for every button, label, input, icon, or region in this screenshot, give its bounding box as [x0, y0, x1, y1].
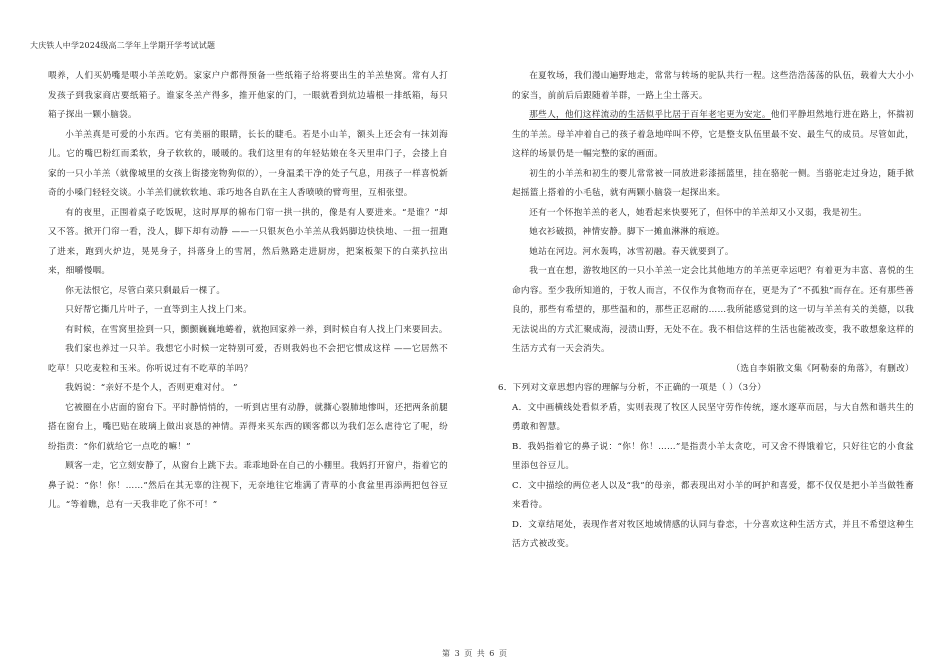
paragraph: 我一直在想，游牧地区的一只小羊羔一定会比其他地方的羊羔更幸运吧？有着更为丰富、喜悦的生命内容。至少我所知道的，于牧人而言，不仅作为食物而存在，更是为了“不孤独”而存在。还有那些善良的，那些有希望的，那些温和的，那些正忍耐的……我所能感觉到的这一切与羊羔有关的美德，以我无法说出的方式汇聚成海，浸渍山野，无处不在。我不相信这样的生活也能被改变，我不敢想象这样的生活方式有一天会消失。 — [512, 266, 914, 354]
paragraph: 初生的小羊羔和初生的婴儿常常被一同放进彩漆摇篮里，挂在骆驼一侧。当骆驼走过身边，随手掀起摇篮上搭着的小毛毡，就有两颗小脑袋一起探出来。 — [512, 168, 914, 198]
paragraph: 她站在河边。河水轰鸣，冰雪初融。春天就要到了。 — [529, 246, 734, 257]
underlined-sentence: 那些人，他们这样流动的生活似乎比居于百年老宅更为安定。 — [529, 110, 771, 120]
page-number: 第 3 页 共 6 页 — [442, 649, 508, 658]
question-stem: 6．下列对文章思想内容的理解与分析，不正确的一项是（ ）（3分） — [498, 383, 767, 393]
underlined-paragraph — [512, 106, 914, 165]
paragraph: 在夏牧场，我们漫山遍野地走，常常与转场的驼队共行一程。这些浩浩荡荡的队伍，载着大大小小的家当，前前后后跟随着羊群，一路上尘土落天。 — [512, 71, 914, 101]
source-citation: （选自李娟散文集《阿勒泰的角落》，有删改） — [731, 363, 914, 374]
paragraph: 她衣衫破损，神情安静。脚下一摊血淋淋的痕迹。 — [529, 227, 725, 237]
paragraph: 它被圈在小店面的窗台下。平时静悄悄的，一听到店里有动静，就撕心裂肺地惨叫，还把两条前腿搭在窗台上，嘴巴贴在玻璃上做出哀恳的神情。弄得来买东西的顾客都以为我们怎么虐待它了呢，纷纷指责：“你们就给它一点吃的嘛！” — [48, 402, 448, 452]
paragraph: 你无法恨它，尽管白菜只剩最后一棵了。 — [65, 285, 226, 296]
option-b: B．我妈指着它的鼻子说：“你！你！……”是指责小羊太贪吃，可又舍不得饿着它，只好往它的小食盆里添包谷豆儿。 — [512, 441, 914, 471]
paragraph-rest: 他们平静坦然地行进在路上，怀揣初生的羊羔。母羊冲着自己的孩子着急地咩叫不停，它是整支队伍里最不安、最生气的成员。尽管如此，这样的场景仍是一幅完整的家的画面。 — [512, 110, 914, 159]
paragraph: 我们家也养过一只羊。我想它小时候一定特别可爱，否则我妈也不会把它惯成这样 ——它居然不吃草！只吃麦粒和玉米。你听说过有不吃草的羊吗？ — [48, 344, 448, 374]
option-c: C．文中描绘的两位老人以及“我”的母亲，都表现出对小羊的呵护和喜爱，都不仅仅是把小羊当做牲畜来看待。 — [512, 480, 914, 510]
paragraph: 只好帮它撕几片叶子，一直等到主人找上门来。 — [65, 305, 252, 315]
paragraph: 小羊羔真是可爱的小东西。它有美丽的眼睛，长长的睫毛。若是小山羊，额头上还会有一抹刘海儿。它的嘴巴粉红而柔软，身子软软的，暖暖的。我们这里有的年轻姑娘在冬天里串门子，会搂上自家的一只小羊羔（就像城里的女孩上街搂宠物狗似的），一身温柔干净的处子气息，用孩子一样喜悦新奇的小嗓门轻轻交谈。小羊羔们就软软地、乖巧地各自趴在主人香喷喷的臂弯里，互相张望。 — [48, 129, 448, 198]
option-d: D．文章结尾处，表现作者对牧区地域情感的认同与眷恋，十分喜欢这种生活方式，并且不希望这种生活方式被改变。 — [512, 519, 914, 549]
right-column — [498, 67, 914, 555]
paragraph: 顾客一走，它立刻安静了，从窗台上跳下去。乖乖地卧在自己的小棚里。我妈打开窗户，指着它的鼻子说：“你！你！……”然后在其无辜的注视下，无奈地往它堆满了青草的小食盆里再添两把包谷豆儿。“等着瞧，总有一天我非吃了你不可！” — [48, 461, 448, 510]
exam-header: 大庆铁人中学2024级高二学年上学期开学考试试题 — [30, 41, 216, 50]
option-a: A．文中画横线处看似矛盾，实则表现了牧区人民坚守劳作传统，逐水逐草而居，与大自然和谐共生的勇敢和智慧。 — [512, 402, 914, 432]
paragraph: 有时候，在雪窝里捡到一只，颤颤巍巍地蜷着，就抱回家养一养，到时候自有人找上门来要回去。 — [65, 324, 448, 335]
paragraph: 喂养，人们买奶嘴是喂小羊羔吃奶。家家户户都得预备一些纸箱子给将要出生的羊羔垫窝。常有人打发孩子到我家商店要纸箱子。谁家冬羔产得多，推开他家的门，一眼就看到炕边墙根一排纸箱，每只箱子探出一颗小脑袋。 — [48, 71, 448, 120]
paragraph: 还有一个怀抱羊羔的老人，她看起来快要死了，但怀中的羊羔却又小又弱，我是初生。 — [529, 207, 868, 218]
paragraph: 我妈说：“亲好不是个人，否则更难对付。 ” — [65, 383, 238, 393]
left-column — [48, 67, 448, 516]
paragraph: 有的夜里，正围着桌子吃饭呢，这时厚厚的棉布门帘一拱一拱的，像是有人要进来。“是谁？”却又不答。掀开门帘一看，没人，脚下却有动静 ——一只银灰色小羊羔从我妈脚边快快地、一扭一扭跑了进来，跑到火炉边，晃晃身子，抖落身上的雪屑，然后熟路走进厨房，把案板架下的白菜扒拉出来，细嚼慢咽。 — [48, 207, 448, 276]
